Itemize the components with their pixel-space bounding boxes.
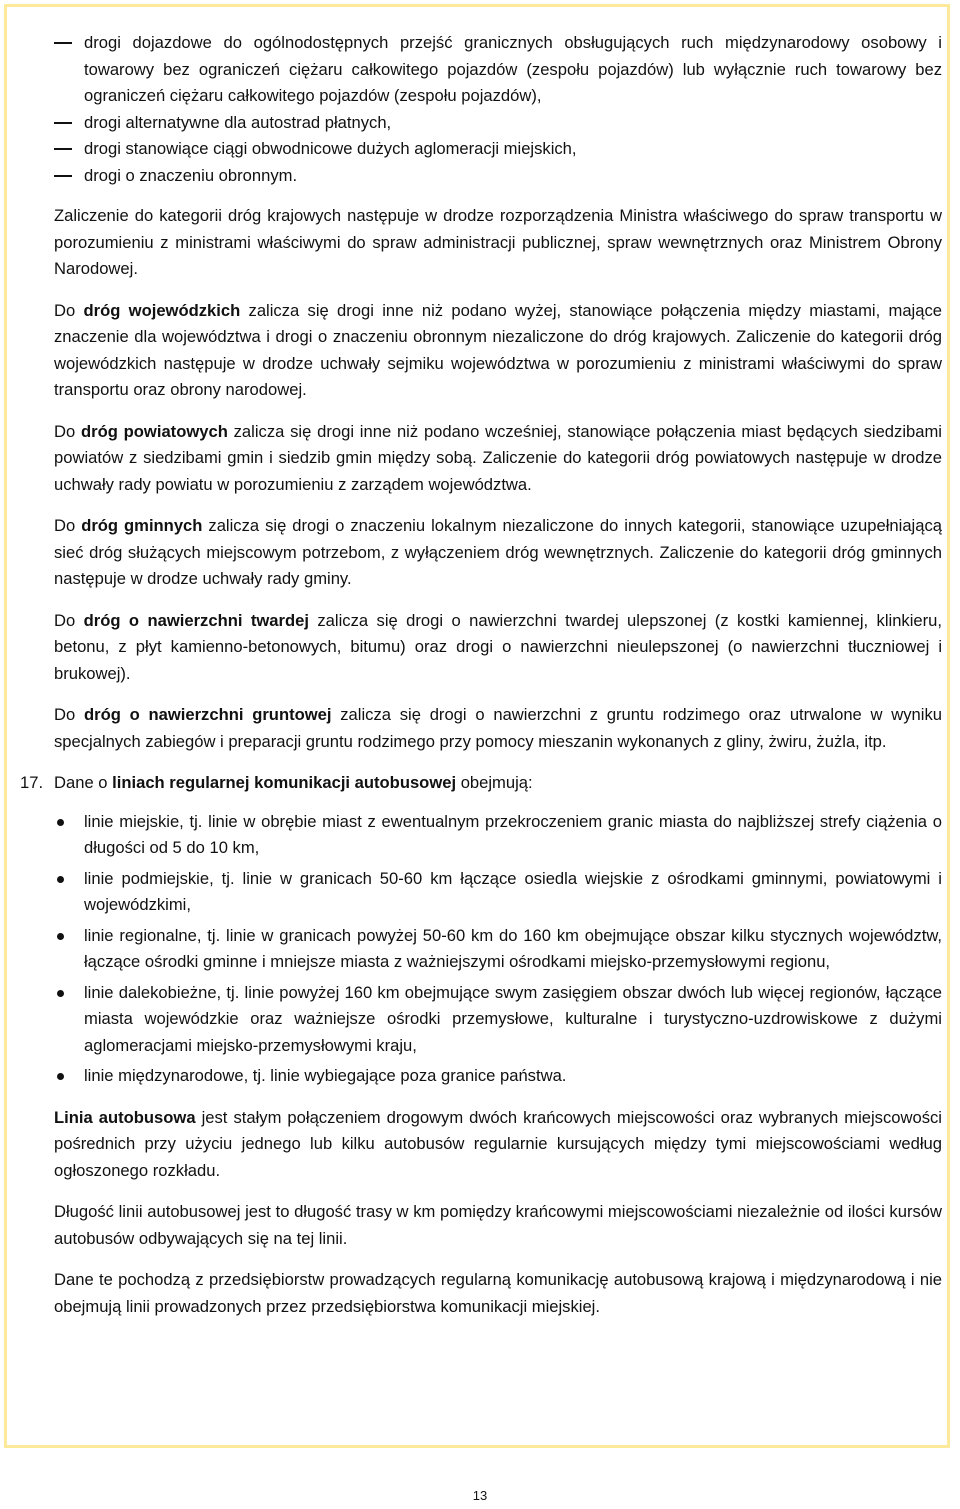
term: dróg gminnych: [81, 516, 203, 535]
term: Linia autobusowa: [54, 1107, 196, 1127]
paragraph-national-roads: Zaliczenie do kategorii dróg krajowych następuje w drodze rozporządzenia Ministra właściwego do spraw transportu w porozumieniu z ministrami właściwymi do spraw administracji publicznej, spraw wewnętrznych oraz Ministrem Obrony Narodowej.: [54, 206, 942, 278]
bus-line-types-list: [54, 809, 942, 1090]
list-item: linie miejskie, tj. linie w obrębie miast z ewentualnym przekroczeniem granic miasta do najbliższej strefy ciążenia o długości od 5 do 10 km,: [54, 809, 942, 862]
list-item: drogi alternatywne dla autostrad płatnych,: [54, 110, 942, 137]
section-number: 17.: [20, 773, 44, 792]
list-item: linie regionalne, tj. linie w granicach powyżej 50-60 km do 160 km obejmujące obszar kilku stycznych województw, łączące ośrodki gminne i mniejsze miasta z ważniejszymi ośrodkami miejsko-przemysłowymi regionu,: [54, 923, 942, 976]
paragraph-voivodeship-roads: Do dróg wojewódzkich zalicza się drogi inne niż podano wyżej, stanowiące połączenia między miastami, mające znaczenie dla województwa i drogi o znaczeniu obronnym niezaliczone do dróg krajowych. Zaliczenie do kategorii dróg wojewódzkich następuje w drodze uchwały sejmiku województwa w porozumieniu z ministrami właściwymi do spraw transportu oraz obrony narodowej.: [54, 300, 942, 399]
paragraph-line-length: Długość linii autobusowej jest to długość trasy w km pomiędzy krańcowymi miejscowościami niezależnie od ilości kursów autobusów odbywających się na tej linii.: [54, 1202, 942, 1248]
list-item: drogi stanowiące ciągi obwodnicowe dużych aglomeracji miejskich,: [54, 136, 942, 163]
term: dróg o nawierzchni twardej: [83, 610, 309, 630]
list-item: linie międzynarodowe, tj. linie wybiegające poza granice państwa.: [54, 1063, 942, 1090]
list-item: drogi o znaczeniu obronnym.: [54, 163, 942, 190]
paragraph-county-roads: Do dróg powiatowych zalicza się drogi inne niż podano wcześniej, stanowiące połączenia miast będących siedzibami powiatów z siedzibami gmin i siedzib gmin między sobą. Zaliczenie do kategorii dróg powiatowych następuje w drodze uchwały rady powiatu w porozumieniu z zarządem województwa.: [54, 421, 942, 494]
paragraph-bus-line-definition: Linia autobusowa jest stałym połączeniem drogowym dwóch krańcowych miejscowości oraz wybranych miejscowości pośrednich przy użyciu jednego lub kilku autobusów regularnie kursujących między tymi miejscowościami według ogłoszonego rozkładu.: [54, 1107, 942, 1180]
list-item: linie dalekobieżne, tj. linie powyżej 160 km obejmujące swym zasięgiem obszar dwóch lub więcej regionów, łączące miasta wojewódzkie oraz ważniejsze ośrodki przemysłowe, kulturalne i turystyczno-uzdrowiskowe z dużymi aglomeracjami miejsko-przemysłowymi kraju,: [54, 980, 942, 1060]
paragraph-dirt-roads: Do dróg o nawierzchni gruntowej zalicza się drogi o nawierzchni z gruntu rodzimego oraz utrwalone w wyniku specjalnych zabiegów i preparacji gruntu rodzimego przy pomocy mieszanin wykonanych z gliny, żwiru, żużla, itp.: [54, 705, 942, 751]
road-criteria-list: [54, 30, 942, 189]
term: dróg o nawierzchni gruntowej: [83, 705, 332, 724]
paragraph-hard-surface-roads: Do dróg o nawierzchni twardej zalicza się drogi o nawierzchni twardej ulepszonej (z kostki kamiennej, klinkieru, betonu, z płyt kamienno-betonowych, bitumu) oraz drogi o nawierzchni nieulepszonej (o nawierzchni tłuczniowej i brukowej).: [54, 610, 943, 683]
document-body: [20, 30, 943, 1335]
paragraph-municipal-roads: Do dróg gminnych zalicza się drogi o znaczeniu lokalnym niezaliczone do innych kategorii, stanowiące uzupełniającą sieć dróg służących miejscowym potrzebom, z wyłączeniem dróg wewnętrznych. Zaliczenie do kategorii dróg gminnych następuje w drodze uchwały rady gminy.: [54, 516, 942, 588]
term: dróg powiatowych: [81, 421, 228, 441]
list-item: linie podmiejskie, tj. linie w granicach 50-60 km łączące osiedla wiejskie z ośrodkami gminnymi, powiatowymi i wojewódzkimi,: [54, 866, 942, 919]
list-item: drogi dojazdowe do ogólnodostępnych przejść granicznych obsługujących ruch międzynarodowy osobowy i towarowy bez ograniczeń ciężaru całkowitego pojazdów (zespołu pojazdów) lub wyłącznie ruch towarowy bez ograniczeń ciężaru całkowitego pojazdów (zespołu pojazdów),: [54, 30, 942, 110]
term: liniach regularnej komunikacji autobusowej: [112, 773, 457, 792]
term: dróg wojewódzkich: [83, 300, 241, 320]
page-number: 13: [472, 1488, 488, 1503]
section-17-heading: 17. Dane o liniach regularnej komunikacji autobusowej obejmują:: [54, 770, 942, 797]
paragraph-data-source: Dane te pochodzą z przedsiębiorstw prowadzących regularną komunikację autobusową krajową i międzynarodową i nie obejmują linii prowadzonych przez przedsiębiorstwa komunikacji miejskiej.: [54, 1270, 942, 1316]
